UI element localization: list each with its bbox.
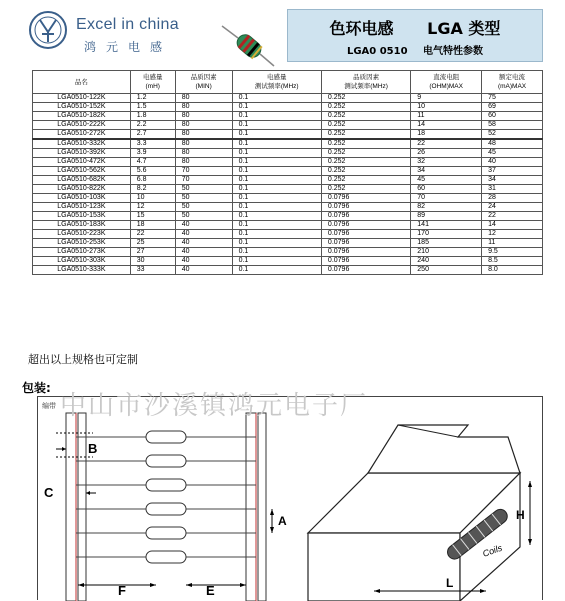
table-cell: 40	[175, 230, 232, 239]
logo-emblem-icon	[28, 10, 68, 50]
table-cell: 50	[175, 212, 232, 221]
table-cell: 70	[175, 167, 232, 176]
box-lid	[368, 425, 520, 473]
table-cell: 70	[175, 176, 232, 185]
table-cell: 0.1	[232, 112, 321, 121]
table-cell: 170	[411, 230, 482, 239]
table-cell: 0.1	[232, 158, 321, 167]
table-cell: 3.3	[130, 139, 175, 149]
table-cell: 0.0796	[321, 203, 410, 212]
table-cell: 14	[411, 121, 482, 130]
inductor-body	[146, 431, 186, 443]
table-cell: 52	[482, 130, 543, 140]
dim-f-label: F	[118, 583, 126, 598]
table-cell: 0.1	[232, 94, 321, 103]
table-cell: 60	[411, 185, 482, 194]
brand-name-cn: 鸿元电感	[84, 40, 173, 54]
table-cell: 0.1	[232, 221, 321, 230]
table-cell: 27	[130, 248, 175, 257]
table-cell: 37	[482, 167, 543, 176]
table-cell: 0.252	[321, 130, 410, 140]
custom-spec-note: 超出以上规格也可定制	[28, 353, 138, 366]
col-header-dcr: 直流电阻 (OHM)MAX	[411, 71, 482, 94]
table-cell: 0.1	[232, 257, 321, 266]
dim-b-label: B	[88, 441, 98, 456]
table-cell: LGA0510-682K	[33, 176, 131, 185]
spec-table-body	[33, 94, 543, 275]
table-cell: 0.252	[321, 176, 410, 185]
table-cell: LGA0510-333K	[33, 266, 131, 275]
table-row	[33, 221, 543, 230]
table-cell: LGA0510-153K	[33, 212, 131, 221]
table-cell: LGA0510-222K	[33, 121, 131, 130]
table-cell: 9.5	[482, 248, 543, 257]
table-cell: 0.1	[232, 185, 321, 194]
table-cell: 0.252	[321, 167, 410, 176]
table-cell: 60	[482, 112, 543, 121]
inductor-body	[146, 551, 186, 563]
table-cell: 48	[482, 139, 543, 149]
table-cell: 58	[482, 121, 543, 130]
table-cell: 0.1	[232, 230, 321, 239]
table-cell: 69	[482, 103, 543, 112]
table-cell: 15	[130, 212, 175, 221]
col-header-part: 品名	[33, 71, 131, 94]
watermark-text: 中山市沙溪镇鸿元电子厂	[60, 391, 369, 421]
table-row	[33, 121, 543, 130]
table-cell: 0.1	[232, 167, 321, 176]
table-cell: LGA0510-273K	[33, 248, 131, 257]
table-row	[33, 130, 543, 140]
table-row	[33, 94, 543, 103]
table-cell: 0.0796	[321, 266, 410, 275]
table-cell: 0.1	[232, 139, 321, 149]
table-cell: LGA0510-392K	[33, 149, 131, 158]
table-cell: LGA0510-253K	[33, 239, 131, 248]
table-cell: 0.0796	[321, 194, 410, 203]
table-cell: 50	[175, 203, 232, 212]
table-cell: 22	[482, 212, 543, 221]
table-cell: 12	[130, 203, 175, 212]
table-cell: 0.1	[232, 203, 321, 212]
dim-a-label: A	[278, 514, 287, 528]
table-row	[33, 149, 543, 158]
table-cell: 30	[130, 257, 175, 266]
table-cell: 0.1	[232, 239, 321, 248]
table-cell: 80	[175, 130, 232, 140]
table-cell: 0.252	[321, 158, 410, 167]
table-cell: 80	[175, 139, 232, 149]
table-row	[33, 139, 543, 149]
spec-table	[32, 70, 543, 275]
table-cell: 8.5	[482, 257, 543, 266]
table-row	[33, 230, 543, 239]
table-cell: LGA0510-822K	[33, 185, 131, 194]
col-header-inductance: 电感量 (mH)	[130, 71, 175, 94]
table-cell: 40	[175, 248, 232, 257]
table-cell: 89	[411, 212, 482, 221]
table-cell: 11	[411, 112, 482, 121]
table-cell: 1.5	[130, 103, 175, 112]
table-cell: 40	[175, 221, 232, 230]
dim-e-label: E	[206, 583, 215, 598]
product-title	[288, 16, 542, 39]
table-cell: 24	[482, 203, 543, 212]
table-cell: 11	[482, 239, 543, 248]
table-cell: 3.9	[130, 149, 175, 158]
table-cell: 45	[411, 176, 482, 185]
drawing-label: 编带	[42, 402, 56, 410]
table-cell: 0.252	[321, 139, 410, 149]
inductor-body	[146, 503, 186, 515]
table-cell: 18	[130, 221, 175, 230]
table-row	[33, 185, 543, 194]
dim-c-label: C	[44, 485, 54, 500]
table-cell: 8.0	[482, 266, 543, 275]
table-cell: 80	[175, 94, 232, 103]
table-cell: 0.252	[321, 121, 410, 130]
table-cell: LGA0510-182K	[33, 112, 131, 121]
spec-table-header	[33, 71, 543, 94]
table-cell: 0.0796	[321, 248, 410, 257]
table-cell: 0.1	[232, 266, 321, 275]
table-cell: 40	[175, 257, 232, 266]
table-cell: 6.8	[130, 176, 175, 185]
table-cell: 0.1	[232, 121, 321, 130]
company-logo	[28, 10, 273, 60]
table-cell: LGA0510-562K	[33, 167, 131, 176]
table-cell: 40	[175, 239, 232, 248]
table-cell: 0.0796	[321, 221, 410, 230]
dim-h-label: H	[516, 508, 525, 522]
subtitle-model: LGA0 0510	[346, 46, 408, 57]
table-cell: 82	[411, 203, 482, 212]
table-cell: 50	[175, 185, 232, 194]
table-cell: 12	[482, 230, 543, 239]
col-header-current: 额定电流 (mA)MAX	[482, 71, 543, 94]
table-cell: LGA0510-303K	[33, 257, 131, 266]
table-row	[33, 266, 543, 275]
table-cell: 80	[175, 149, 232, 158]
table-cell: 0.252	[321, 112, 410, 121]
table-cell: 45	[482, 149, 543, 158]
table-cell: 5.6	[130, 167, 175, 176]
table-row	[33, 239, 543, 248]
table-cell: 2.2	[130, 121, 175, 130]
table-cell: 8.2	[130, 185, 175, 194]
table-cell: 40	[482, 158, 543, 167]
table-row	[33, 194, 543, 203]
packaging-label: 包装:	[22, 381, 51, 395]
table-cell: 80	[175, 103, 232, 112]
packaging-drawing	[37, 396, 543, 600]
table-row	[33, 103, 543, 112]
table-cell: 4.7	[130, 158, 175, 167]
table-cell: 18	[411, 130, 482, 140]
table-cell: LGA0510-472K	[33, 158, 131, 167]
table-cell: 70	[411, 194, 482, 203]
product-title-box	[287, 9, 543, 62]
box-brand-text: Coils	[481, 542, 504, 559]
table-cell: 0.0796	[321, 212, 410, 221]
title-type-cn: 色环电感	[329, 19, 394, 38]
table-cell: LGA0510-272K	[33, 130, 131, 140]
table-cell: 0.252	[321, 94, 410, 103]
table-row	[33, 203, 543, 212]
table-cell: LGA0510-122K	[33, 94, 131, 103]
table-cell: 50	[175, 194, 232, 203]
table-cell: 25	[130, 239, 175, 248]
table-cell: 32	[411, 158, 482, 167]
table-cell: 10	[130, 194, 175, 203]
inductor-icon	[218, 20, 278, 70]
table-cell: LGA0510-103K	[33, 194, 131, 203]
table-cell: 0.0796	[321, 257, 410, 266]
table-cell: 75	[482, 94, 543, 103]
table-cell: 0.1	[232, 176, 321, 185]
table-cell: 210	[411, 248, 482, 257]
subtitle-desc: 电气特性参数	[423, 46, 484, 57]
table-cell: 80	[175, 112, 232, 121]
table-cell: 0.252	[321, 149, 410, 158]
table-row	[33, 212, 543, 221]
col-header-q: 品质因素 (MIN)	[175, 71, 232, 94]
table-cell: 9	[411, 94, 482, 103]
table-cell: 141	[411, 221, 482, 230]
table-cell: 26	[411, 149, 482, 158]
brand-name-en: Excel in china	[76, 16, 179, 33]
inductor-body	[146, 455, 186, 467]
col-header-q-freq: 品质因素 测试频率(MHz)	[321, 71, 410, 94]
table-cell: 0.1	[232, 103, 321, 112]
table-cell: 0.1	[232, 248, 321, 257]
table-cell: LGA0510-123K	[33, 203, 131, 212]
table-cell: 40	[175, 266, 232, 275]
table-cell: 250	[411, 266, 482, 275]
table-cell: 80	[175, 158, 232, 167]
table-cell: 80	[175, 121, 232, 130]
product-subtitle	[288, 42, 542, 57]
table-row	[33, 112, 543, 121]
table-cell: 14	[482, 221, 543, 230]
table-row	[33, 257, 543, 266]
table-cell: 0.0796	[321, 230, 410, 239]
table-row	[33, 158, 543, 167]
table-cell: 1.8	[130, 112, 175, 121]
title-series: LGA 类型	[427, 19, 501, 38]
table-cell: 28	[482, 194, 543, 203]
table-cell: 22	[130, 230, 175, 239]
dim-l-label: L	[446, 576, 454, 590]
table-cell: 0.0796	[321, 239, 410, 248]
table-cell: 0.1	[232, 130, 321, 140]
table-cell: LGA0510-152K	[33, 103, 131, 112]
table-cell: 1.2	[130, 94, 175, 103]
table-cell: LGA0510-183K	[33, 221, 131, 230]
table-cell: LGA0510-332K	[33, 139, 131, 149]
table-cell: 0.252	[321, 103, 410, 112]
table-cell: 2.7	[130, 130, 175, 140]
table-cell: 10	[411, 103, 482, 112]
table-cell: 240	[411, 257, 482, 266]
table-row	[33, 167, 543, 176]
table-cell: 185	[411, 239, 482, 248]
inductor-body	[146, 479, 186, 491]
table-cell: 33	[130, 266, 175, 275]
table-cell: 34	[411, 167, 482, 176]
inductor-body	[146, 527, 186, 539]
table-cell: 0.1	[232, 212, 321, 221]
table-cell: 34	[482, 176, 543, 185]
table-cell: LGA0510-223K	[33, 230, 131, 239]
packaging-diagram	[38, 397, 542, 601]
table-cell: 0.1	[232, 149, 321, 158]
table-row	[33, 176, 543, 185]
table-cell: 0.252	[321, 185, 410, 194]
table-cell: 31	[482, 185, 543, 194]
col-header-l-freq: 电感量 测试频率(MHz)	[232, 71, 321, 94]
table-cell: 22	[411, 139, 482, 149]
table-row	[33, 248, 543, 257]
table-cell: 0.1	[232, 194, 321, 203]
